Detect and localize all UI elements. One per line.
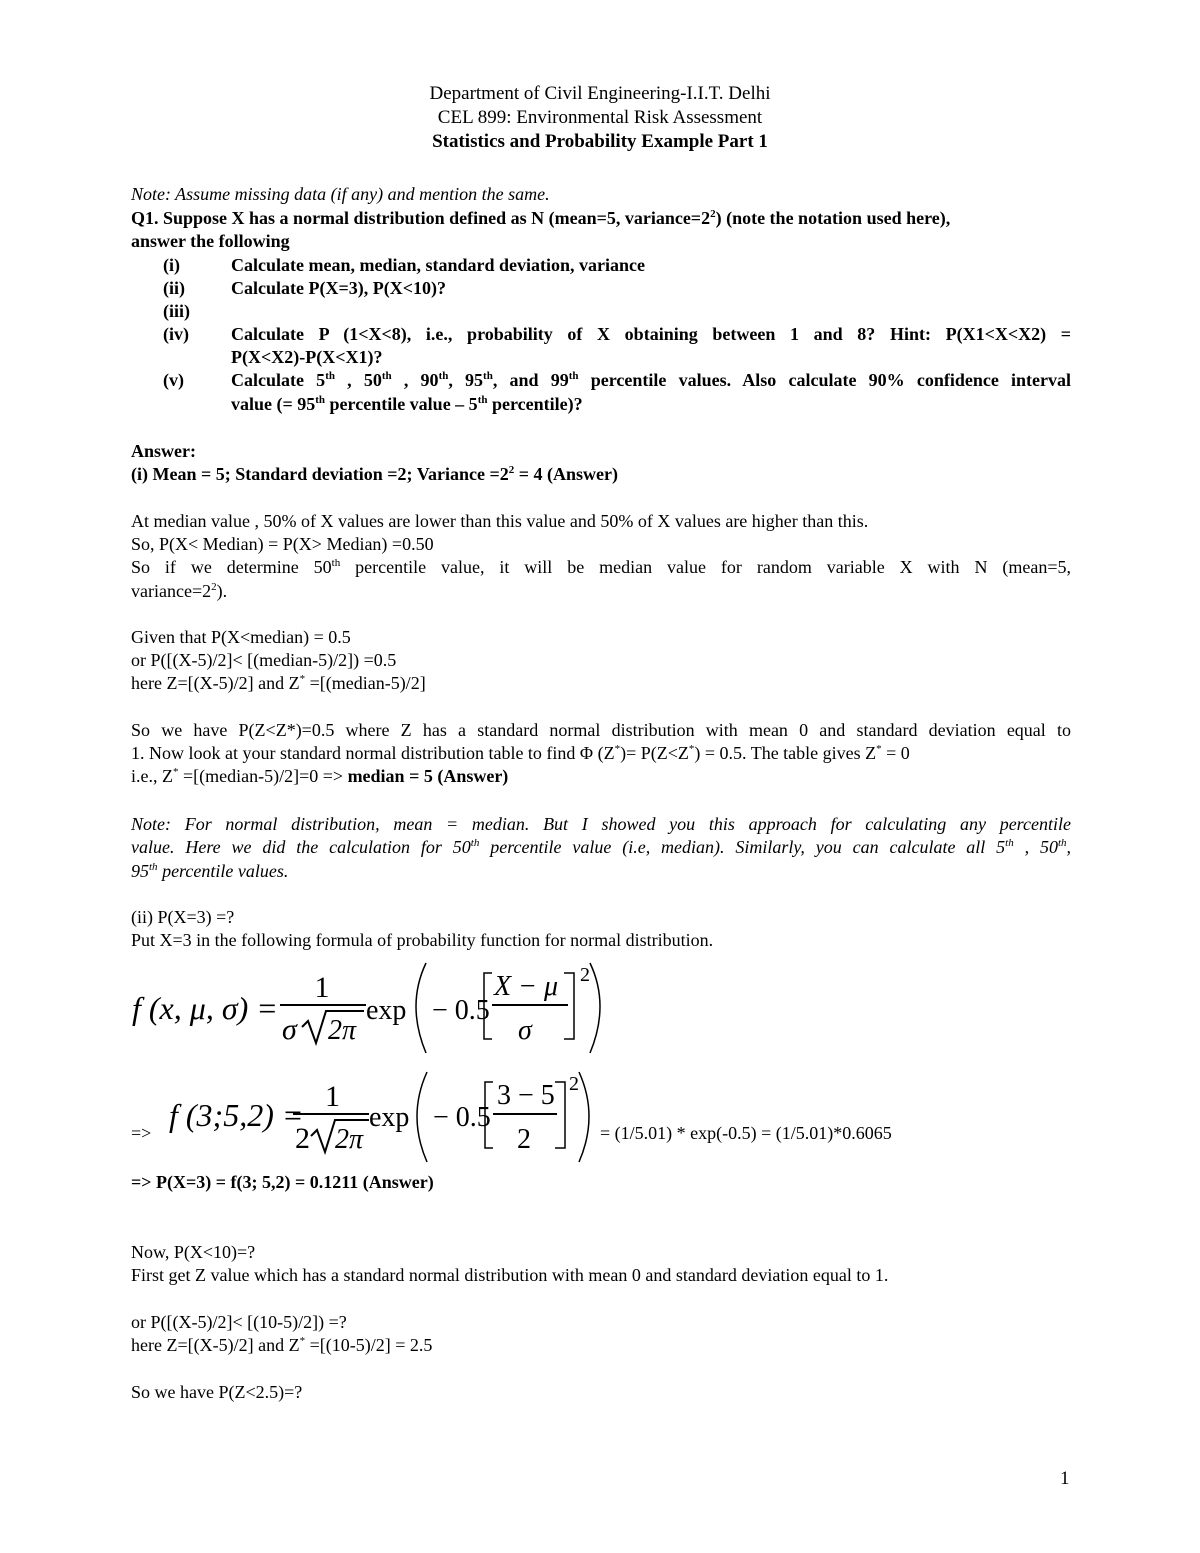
part-iii-line-2: First get Z value which has a standard normal distribution with mean 0 and standard deviation equal to 1. xyxy=(131,1265,889,1285)
exp-label: exp xyxy=(366,995,407,1026)
exp-label: exp xyxy=(369,1102,410,1133)
item-number: (iv) xyxy=(163,324,189,344)
department-line: Department of Civil Engineering-I.I.T. Delhi xyxy=(429,83,771,104)
given-line-3: here Z=[(X-5)/2] and Z* =[(median-5)/2] xyxy=(131,673,426,693)
document-header xyxy=(0,82,1200,154)
formula-numerator: 1 xyxy=(314,971,330,1004)
normal-pdf-formula xyxy=(128,955,628,1060)
inner-numerator: 3 − 5 xyxy=(497,1080,555,1111)
exponent: 2 xyxy=(580,964,590,986)
item-number: (i) xyxy=(163,255,180,275)
inner-denominator: 2 xyxy=(517,1124,531,1155)
median-paragraph-4: $variance=2^2$). xyxy=(131,581,228,601)
standard-normal-line-2: 1. Now look at your standard normal distribution table to find Φ (Z*)= P(Z<Z*) = 0.5. The table gives Z* = 0 xyxy=(131,743,910,763)
page-number: 1 xyxy=(1060,1468,1070,1489)
item-text-continued: P(X<X2)-P(X<X1)? xyxy=(231,347,383,367)
note2-line-2: value. Here we did the calculation for 50th percentile value (i.e, median). Similarly, you can calculate all 5th , 50th, xyxy=(131,837,1071,857)
note-line: Note: Assume missing data (if any) and mention the same. xyxy=(131,184,550,204)
q1-line-2: answer the following xyxy=(131,231,290,251)
q1-line-1: Q1. Suppose X has a normal distribution defined as N (mean=5, $variance=2^2$) (note the notation used here), xyxy=(131,208,951,228)
note2-line-3: 95th percentile values. xyxy=(131,861,289,881)
item-text: Calculate P(X=3), P(X<10)? xyxy=(231,278,446,298)
standard-normal-line-1: So we have P(Z<Z*)=0.5 where Z has a standard normal distribution with mean 0 and standard deviation equal to xyxy=(131,720,1071,740)
item-number: (v) xyxy=(163,370,184,390)
median-paragraph-3: So if we determine 50th percentile value, it will be median value for random variable X with N (mean=5, xyxy=(131,557,1071,577)
part-ii-question: (ii) P(X=3) =? xyxy=(131,907,235,927)
formula-lhs: f (x, μ, σ) = xyxy=(132,990,278,1026)
inner-denominator: σ xyxy=(518,1015,532,1046)
coefficient: − 0.5 xyxy=(433,1102,491,1133)
right-paren xyxy=(579,1072,589,1162)
implies-arrow: => xyxy=(131,1123,152,1143)
evaluation-result: = (1/5.01) * exp(-0.5) = (1/5.01)*0.6065 xyxy=(600,1123,892,1143)
part-iii-line-4: here Z=[(X-5)/2] and Z* =[(10-5)/2] = 2.5 xyxy=(131,1335,433,1355)
formula-lhs: f (3;5,2) = xyxy=(169,1097,304,1133)
item-text: Calculate 5th , 50th , 90th, 95th, and 99th percentile values. Also calculate 90% confidence interval xyxy=(231,370,1072,390)
evaluated-pdf-formula xyxy=(165,1068,605,1168)
left-paren xyxy=(416,963,426,1053)
part-iii-line-3: or P([(X-5)/2]< [(10-5)/2]) =? xyxy=(131,1312,347,1332)
coefficient: − 0.5 xyxy=(432,995,490,1026)
median-paragraph-2: So, P(X< Median) = P(X> Median) =0.50 xyxy=(131,534,434,554)
exponent: 2 xyxy=(569,1073,579,1095)
item-text: Calculate P (1<X<8), i.e., probability of X obtaining between 1 and 8? Hint: P(X1<X<X2) = xyxy=(231,324,1071,344)
right-paren xyxy=(590,963,600,1053)
answer-label: Answer: xyxy=(131,441,196,461)
denominator-two: 2 xyxy=(295,1122,310,1155)
note2-line-1: Note: For normal distribution, mean = median. But I showed you this approach for calculating any percentile xyxy=(131,814,1071,834)
part-iii-line-5: So we have P(Z<2.5)=? xyxy=(131,1382,303,1402)
part-ii-intro: Put X=3 in the following formula of probability function for normal distribution. xyxy=(131,930,714,950)
item-number: (iii) xyxy=(163,301,190,321)
course-line: CEL 899: Environmental Risk Assessment xyxy=(437,107,763,128)
two-pi: 2π xyxy=(335,1124,364,1155)
standard-normal-line-3: i.e., Z* =[(median-5)/2]=0 => median = 5 (Answer) xyxy=(131,766,509,786)
part-ii-answer: => P(X=3) = f(3; 5,2) = 0.1211 (Answer) xyxy=(131,1172,434,1192)
sigma-symbol: σ xyxy=(282,1013,297,1046)
median-paragraph-1: At median value , 50% of X values are lower than this value and 50% of X values are higher than this. xyxy=(131,511,869,531)
formula-numerator: 1 xyxy=(325,1080,340,1113)
given-line-2: or P([(X-5)/2]< [(median-5)/2]) =0.5 xyxy=(131,650,397,670)
given-line-1: Given that P(X<median) = 0.5 xyxy=(131,627,351,647)
part-iii-line-1: Now, P(X<10)=? xyxy=(131,1242,256,1262)
item-text-continued: value (= 95th percentile value – 5th percentile)? xyxy=(231,394,583,414)
two-pi: 2π xyxy=(328,1015,357,1046)
left-paren xyxy=(417,1072,427,1162)
answer-i: (i) Mean = 5; Standard deviation =2; Variance $=2^2 = 4$ (Answer) xyxy=(131,464,619,484)
inner-numerator: X − μ xyxy=(494,971,559,1002)
item-number: (ii) xyxy=(163,278,185,298)
item-text: Calculate mean, median, standard deviation, variance xyxy=(231,255,645,275)
document-title: Statistics and Probability Example Part 1 xyxy=(432,131,768,152)
